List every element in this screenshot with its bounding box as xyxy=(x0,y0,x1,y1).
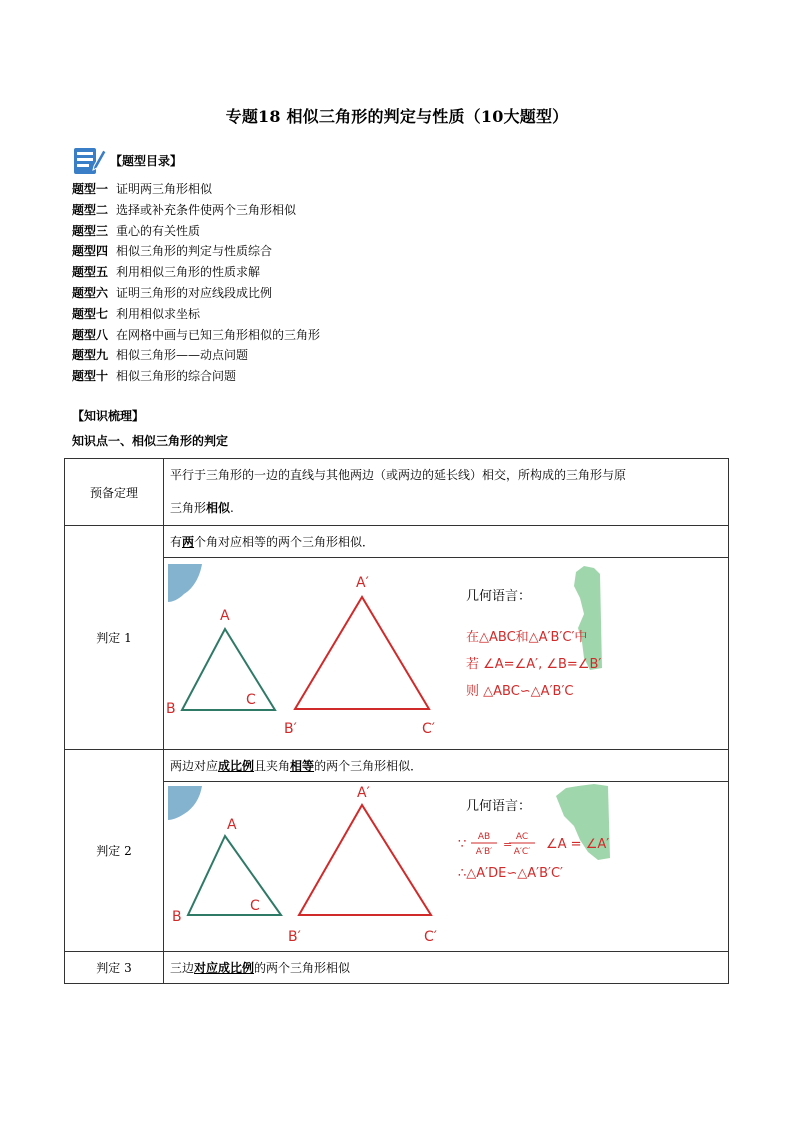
label-b-prime: B′ xyxy=(288,929,301,945)
label-a: A xyxy=(220,608,230,624)
triangle-abc-prime xyxy=(299,805,431,915)
toc-item: 题型八 在网格中画与已知三角形相似的三角形 xyxy=(72,327,321,342)
decor-blue-blob xyxy=(168,786,202,820)
toc-list xyxy=(72,179,320,387)
toc-item: 题型一 证明两三角形相似 xyxy=(72,182,213,196)
toc-heading: 【题型目录】 xyxy=(110,153,183,168)
geo-line-2: 若 ∠A=∠A′, ∠B=∠B′ xyxy=(466,657,602,672)
rule3-statement: 三边对应成比例的两个三角形相似 xyxy=(164,952,729,984)
toc-item: 题型七 利用相似求坐标 xyxy=(72,306,201,321)
rule3-label: 判定 3 xyxy=(65,952,164,984)
toc-item: 题型二 选择或补充条件使两个三角形相似 xyxy=(72,202,297,217)
geo-line-3: 则 △ABC∽△A′B′C xyxy=(466,684,574,699)
rule1-label: 判定 1 xyxy=(65,526,164,750)
row-rule1-text xyxy=(65,526,729,558)
label-b: B xyxy=(166,701,176,717)
triangle-abc xyxy=(182,629,275,710)
rule2-figure xyxy=(164,782,729,952)
row-rule3 xyxy=(65,952,729,984)
label-a-prime: A′ xyxy=(357,785,370,801)
label-c-prime: C′ xyxy=(422,721,435,737)
theorem-table xyxy=(64,458,729,984)
rule1-statement: 有两个角对应相等的两个三角形相似． xyxy=(164,526,729,558)
geo-title: 几何语言： xyxy=(466,589,532,604)
toc-item: 题型五 利用相似三角形的性质求解 xyxy=(72,265,261,280)
toc-item: 题型三 重心的有关性质 xyxy=(72,223,201,238)
label-a-prime: A′ xyxy=(356,575,369,591)
knowledge-point-1: 知识点一、相似三角形的判定 xyxy=(72,434,229,448)
knowledge-heading: 【知识梳理】 xyxy=(72,409,145,423)
equals-sign: = xyxy=(503,838,513,851)
row-rule2-figure xyxy=(65,782,729,952)
rule2-label: 判定 2 xyxy=(65,750,164,952)
frac1-num: AB xyxy=(477,832,491,842)
triangle-abc xyxy=(188,836,281,915)
rule1-diagram xyxy=(164,558,716,746)
label-b-prime: B′ xyxy=(284,721,297,737)
preliminary-text: 平行于三角形的一边的直线与其他两边（或两边的延长线）相交，所构成的三角形与原 三角形相似. xyxy=(164,459,729,526)
preliminary-label: 预备定理 xyxy=(65,459,164,526)
geo-conclusion: ∴△A′DE∽△A′B′C′ xyxy=(458,866,563,881)
frac1-den: A′B′ xyxy=(475,847,493,857)
toc-item: 题型九 相似三角形——动点问题 xyxy=(72,348,249,363)
row-preliminary xyxy=(65,459,729,526)
label-a: A xyxy=(227,817,237,833)
row-rule2-text xyxy=(65,750,729,782)
decor-blue-blob xyxy=(168,564,202,602)
rule2-statement: 两边对应成比例且夹角相等的两个三角形相似． xyxy=(164,750,729,782)
toc-item: 题型四 相似三角形的判定与性质综合 xyxy=(72,244,273,259)
toc-item: 题型十 相似三角形的综合问题 xyxy=(72,369,237,384)
label-b: B xyxy=(172,909,182,925)
angle-equality: ∠A = ∠A′ xyxy=(546,837,610,852)
toc-header xyxy=(72,144,182,176)
notepad-pencil-icon xyxy=(72,144,106,176)
rule2-diagram xyxy=(164,782,716,948)
decor-green-blob xyxy=(574,566,602,670)
frac2-den: A′C′ xyxy=(513,847,531,857)
since-symbol: ∵ xyxy=(458,837,467,852)
frac2-num: AC xyxy=(515,832,529,842)
label-c: C xyxy=(246,692,256,708)
label-c-prime: C′ xyxy=(424,929,437,945)
geo-title: 几何语言： xyxy=(466,799,532,814)
geo-line-1: 在△ABC和△A′B′C′中 xyxy=(466,630,588,645)
page-title: 专题18 相似三角形的判定与性质（10大题型） xyxy=(225,107,569,126)
rule1-figure xyxy=(164,558,729,750)
triangle-abc-prime xyxy=(295,597,429,709)
row-rule1-figure xyxy=(65,558,729,750)
toc-item: 题型六 证明三角形的对应线段成比例 xyxy=(72,285,273,300)
label-c: C xyxy=(250,898,260,914)
